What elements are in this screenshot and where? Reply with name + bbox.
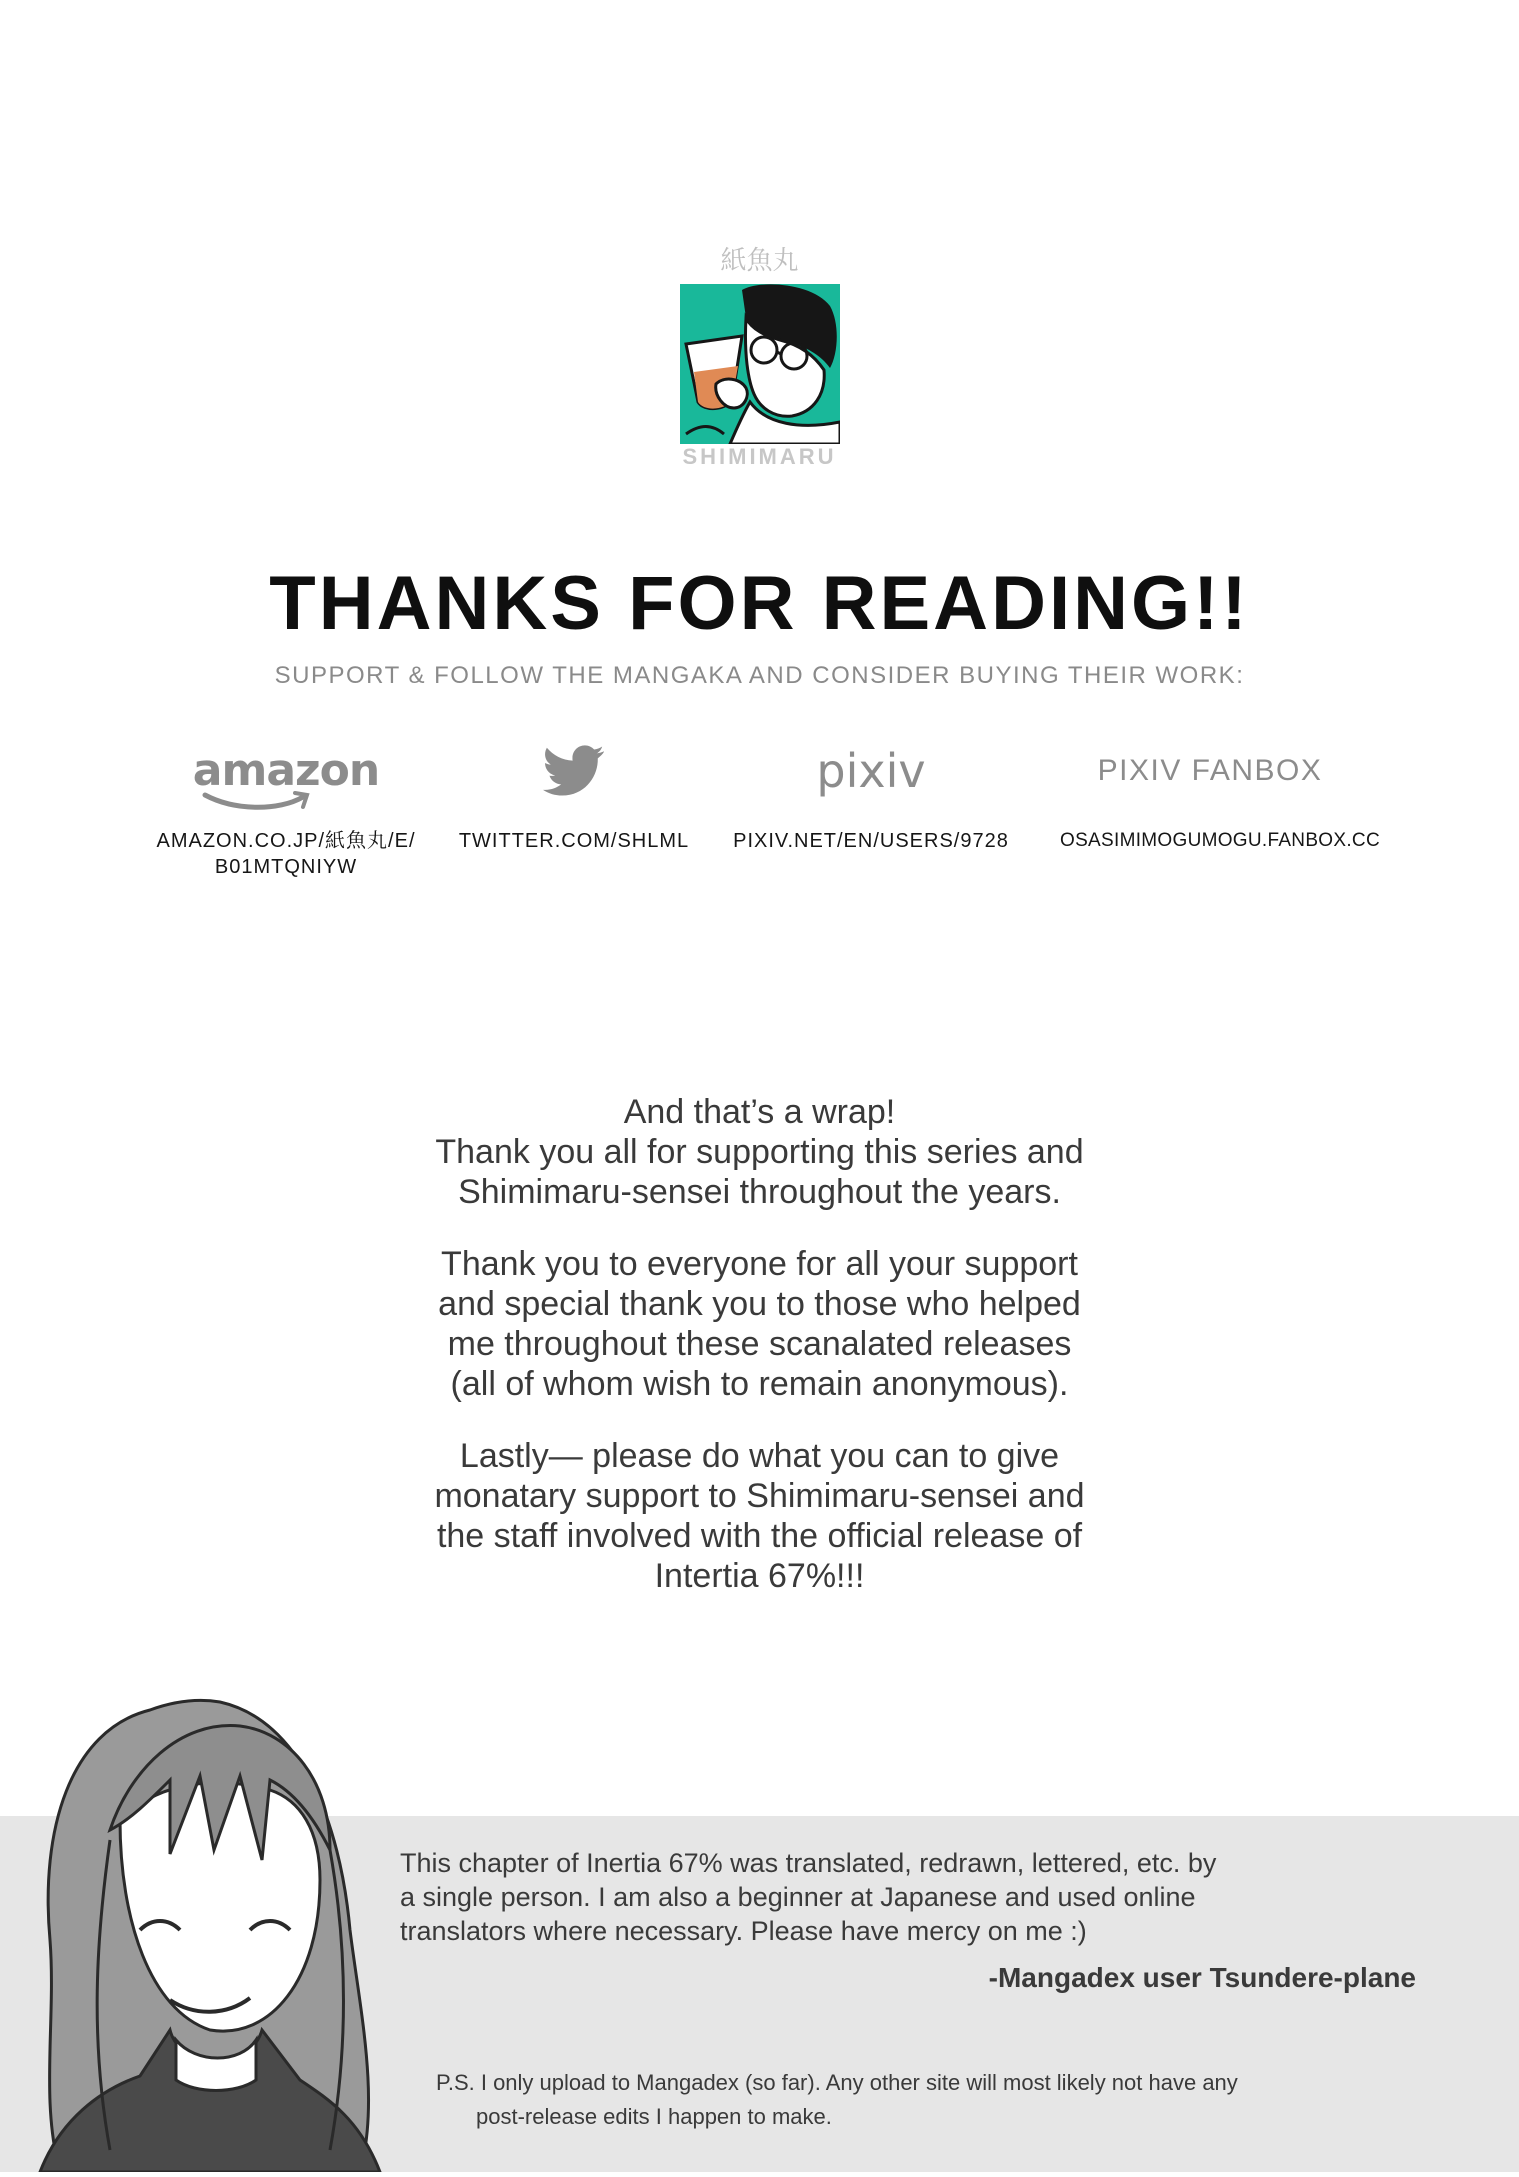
amazon-link-line2: B01MTQNIYW bbox=[214, 856, 358, 878]
amazon-logo-icon: amazon bbox=[136, 736, 436, 806]
pixiv-link[interactable] bbox=[721, 736, 1021, 854]
translator-note: This chapter of Inertia 67% was translated, redrawn, lettered, etc. by a single person. I am also a beginner at Japanese and used online translators where necessary. Please have mercy on me :) bbox=[400, 1848, 1217, 1946]
twitter-link-text: TWITTER.COM/SHLML bbox=[458, 830, 690, 852]
page-subtitle: SUPPORT & FOLLOW THE MANGAKA AND CONSIDER BUYING THEIR WORK: bbox=[274, 662, 1245, 689]
pixiv-logo-icon: pixiv bbox=[816, 744, 926, 798]
author-name-english: SHIMIMARU bbox=[682, 444, 837, 469]
amazon-link-line1: AMAZON.CO.JP/紙魚丸/E/ bbox=[156, 830, 416, 852]
page-title: THANKS FOR READING!! bbox=[269, 561, 1250, 646]
twitter-bird-icon bbox=[424, 736, 724, 806]
smiling-girl-drawing bbox=[0, 1680, 440, 2172]
amazon-link-text bbox=[136, 828, 436, 880]
amazon-link[interactable] bbox=[136, 736, 436, 880]
closing-message bbox=[300, 1092, 1219, 1628]
author-avatar-illustration bbox=[680, 284, 840, 444]
pixiv-link-text: PIXIV.NET/EN/USERS/9728 bbox=[733, 830, 1009, 852]
message-paragraph-1: And that’s a wrap! Thank you all for supporting this series and Shimimaru-sensei throughout the years. bbox=[435, 1093, 1084, 1211]
message-paragraph-2: Thank you to everyone for all your support and special thank you to those who helped me throughout these scanalated releases (all of whom wish to remain anonymous). bbox=[438, 1245, 1081, 1403]
fanbox-link-text: OSASIMIMOGUMOGU.FANBOX.CC bbox=[1060, 830, 1380, 851]
translator-signature: -Mangadex user Tsundere-plane bbox=[988, 1962, 1416, 1993]
amazon-smile-icon bbox=[201, 789, 313, 811]
author-name-japanese: 紙魚丸 bbox=[720, 246, 799, 276]
fanbox-link[interactable] bbox=[1060, 736, 1380, 854]
twitter-bird-shape bbox=[543, 745, 605, 797]
message-paragraph-3: Lastly— please do what you can to give monatary support to Shimimaru-sensei and the staff involved with the official release of Intertia 67%!!! bbox=[434, 1437, 1085, 1595]
character-illustration bbox=[0, 1680, 440, 2172]
postscript-note: P.S. I only upload to Mangadex (so far). Any other site will most likely not have any post-release edits I happen to make. bbox=[436, 2070, 1238, 2129]
author-avatar bbox=[680, 284, 840, 444]
twitter-link[interactable] bbox=[424, 736, 724, 854]
fanbox-logo-icon: PIXIV FANBOX bbox=[1097, 754, 1323, 787]
